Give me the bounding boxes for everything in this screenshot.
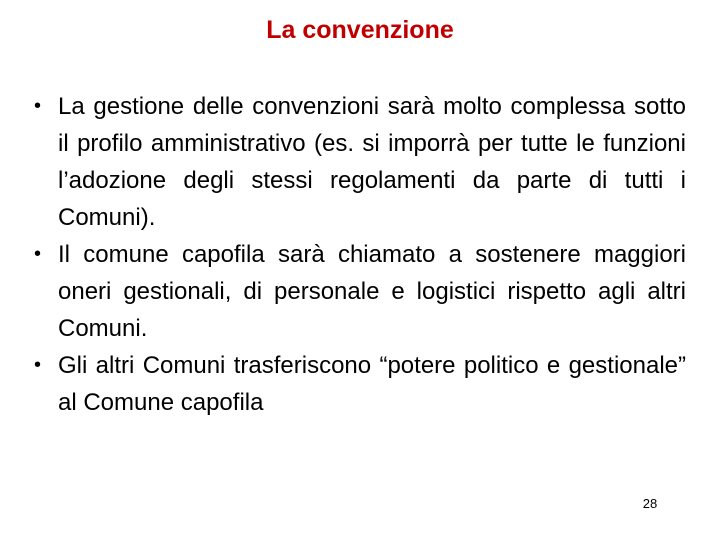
bullet-text: Il comune capofila sarà chiamato a sostenere maggiori oneri gestionali, di personale e logistici rispetto agli altri Comuni. xyxy=(58,241,686,342)
bullet-icon: • xyxy=(34,243,42,265)
bullet-text: Gli altri Comuni trasferiscono “potere politico e gestionale” al Comune capofila xyxy=(58,352,686,416)
bullet-icon: • xyxy=(34,354,42,376)
bullet-item-2 xyxy=(34,236,686,347)
slide-title: La convenzione xyxy=(266,16,454,44)
bullet-text: La gestione delle convenzioni sarà molto complessa sotto il profilo amministrativo (es. si imporrà per tutte le funzioni l’adozione degli stessi regolamenti da parte di tutti i Comuni). xyxy=(58,93,686,231)
bullet-list xyxy=(34,88,686,421)
page-number: 28 xyxy=(642,496,658,511)
bullet-icon: • xyxy=(34,95,42,117)
bullet-item-3 xyxy=(34,347,686,421)
bullet-item-1 xyxy=(34,88,686,236)
